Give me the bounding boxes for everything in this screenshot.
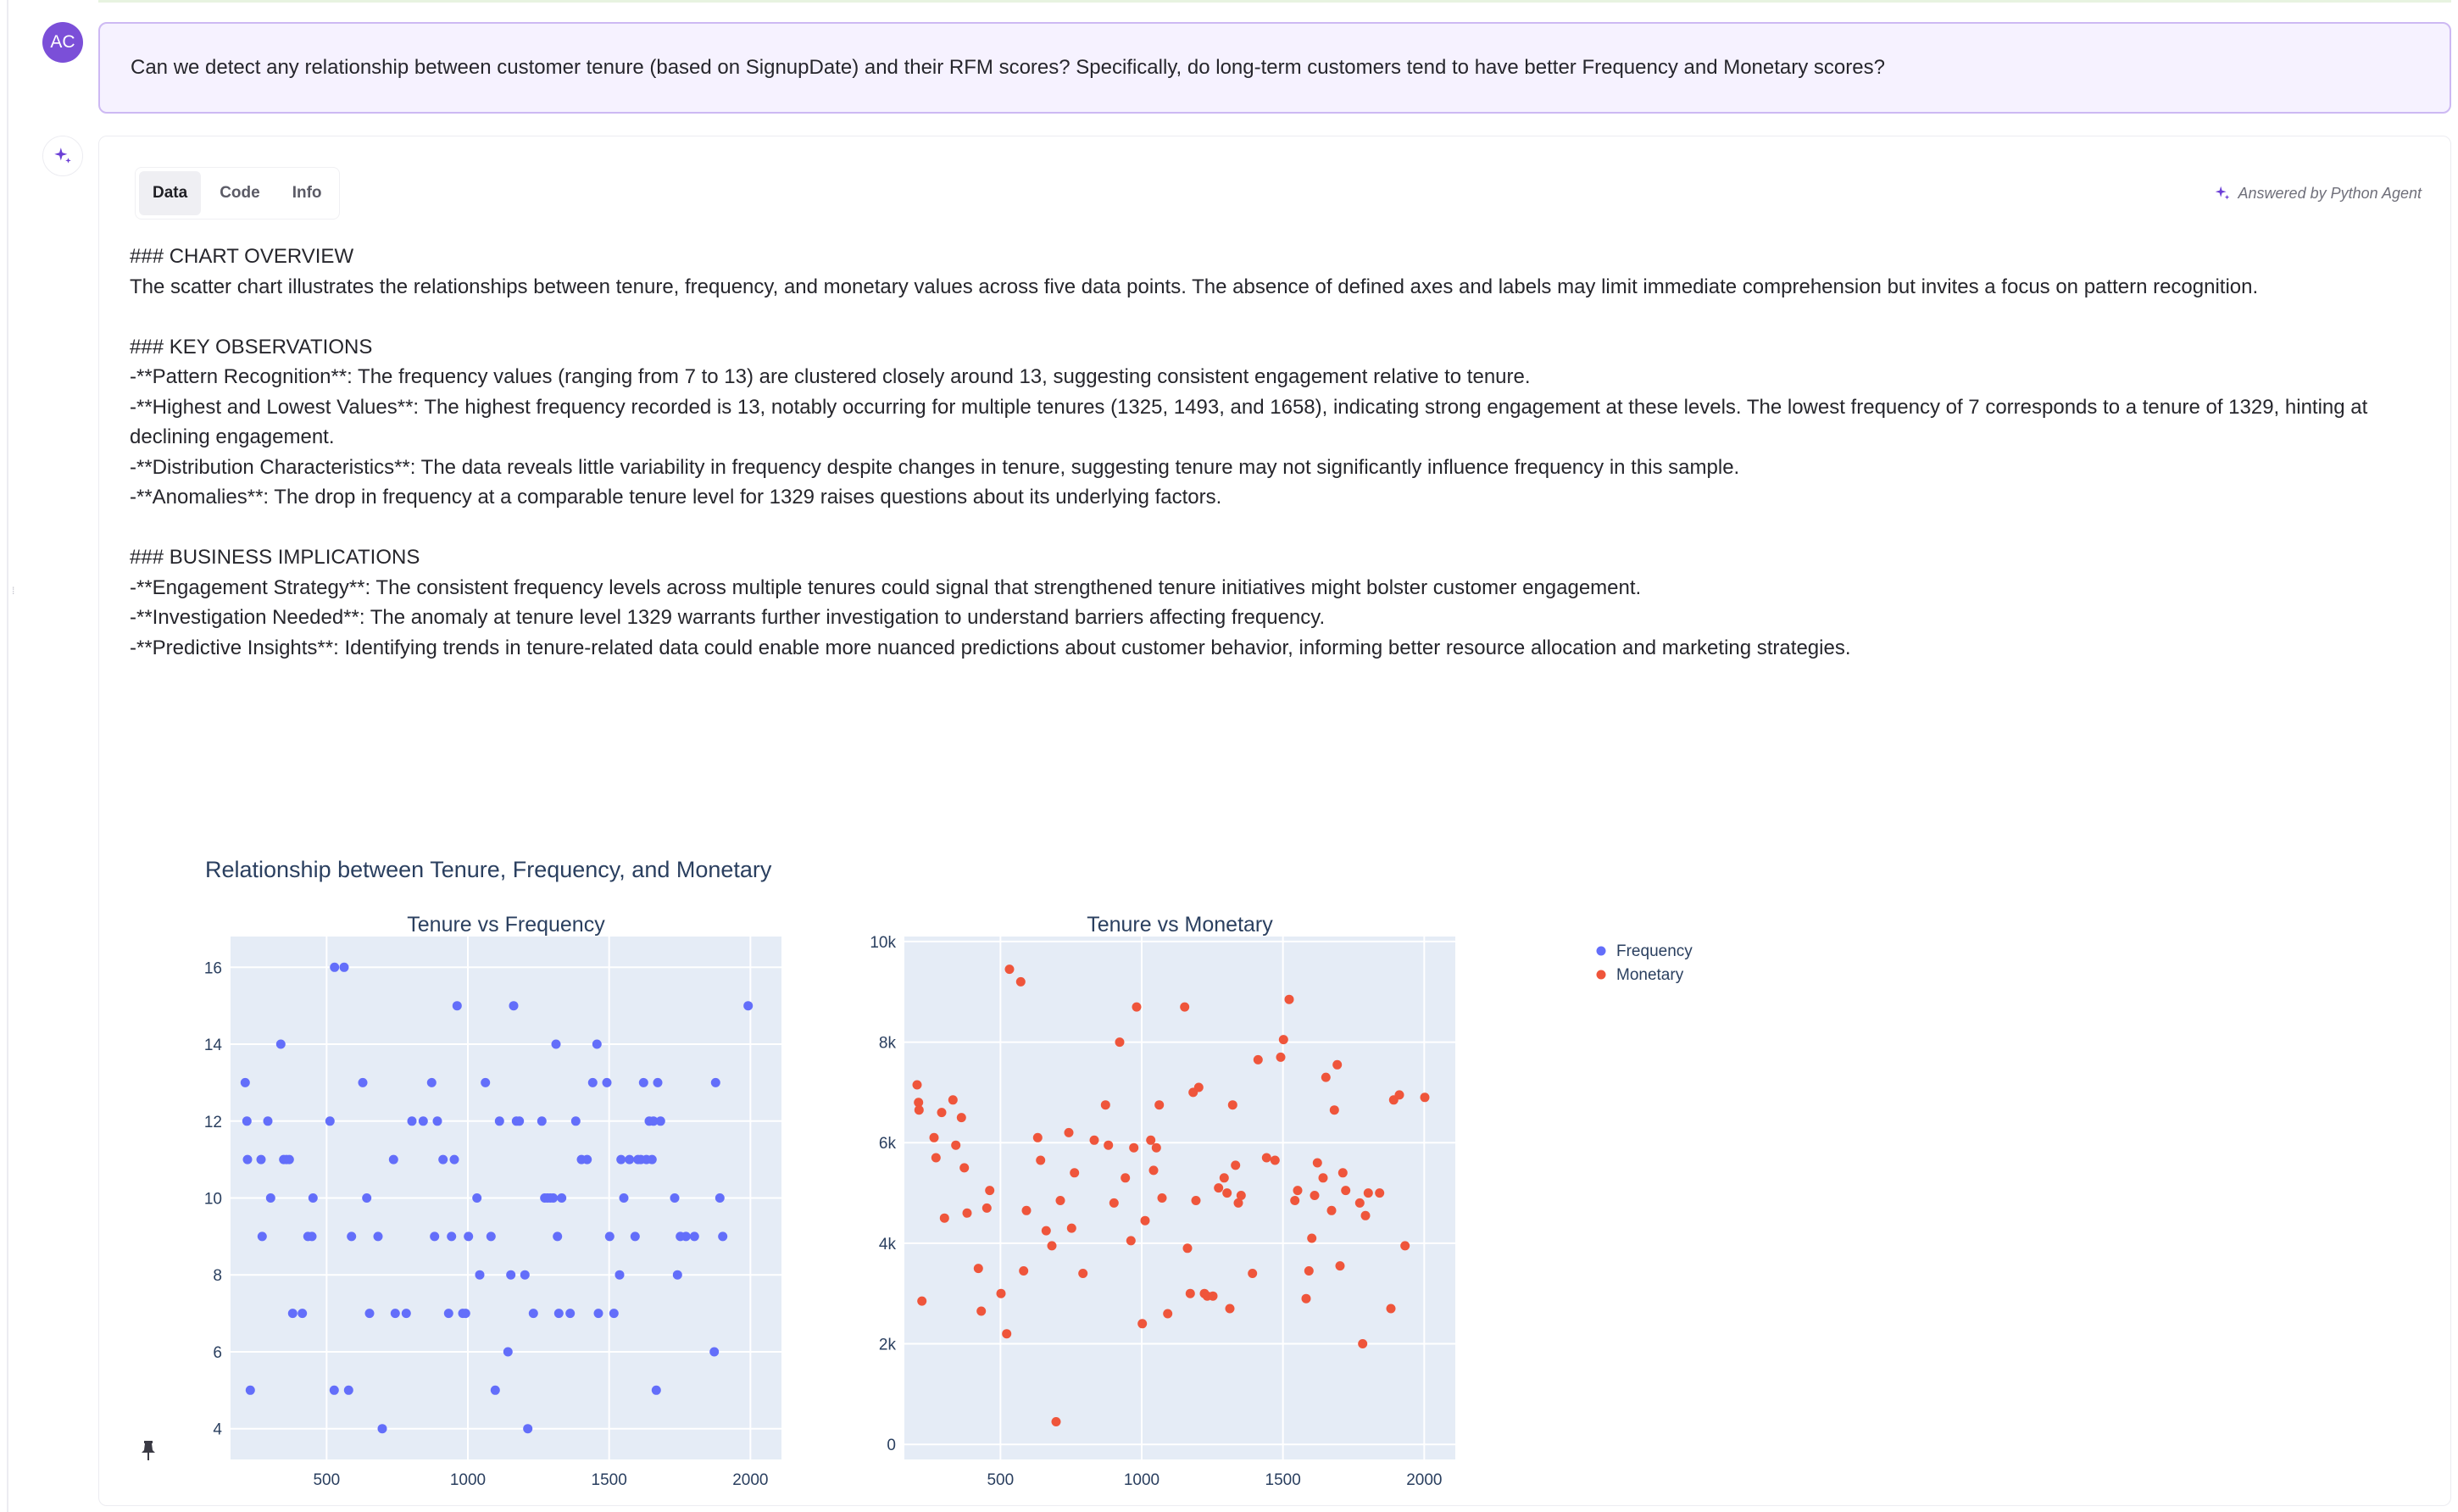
frequency-point[interactable] bbox=[243, 1155, 253, 1165]
frequency-point[interactable] bbox=[464, 1231, 473, 1241]
legend-marker bbox=[1597, 947, 1606, 956]
chart-title: Relationship between Tenure, Frequency, and Monetary bbox=[205, 857, 772, 882]
monetary-point[interactable] bbox=[1338, 1168, 1348, 1177]
frequency-point[interactable] bbox=[427, 1078, 437, 1087]
y-tick-label: 6k bbox=[878, 1135, 896, 1153]
monetary-point[interactable] bbox=[1070, 1168, 1079, 1177]
monetary-point[interactable] bbox=[1307, 1234, 1316, 1243]
monetary-point[interactable] bbox=[931, 1153, 941, 1163]
monetary-point[interactable] bbox=[1048, 1241, 1057, 1250]
monetary-point[interactable] bbox=[1042, 1226, 1051, 1236]
monetary-point[interactable] bbox=[1101, 1100, 1110, 1109]
y-tick-label: 8k bbox=[878, 1034, 896, 1053]
frequency-point[interactable] bbox=[653, 1078, 663, 1087]
monetary-point[interactable] bbox=[1387, 1304, 1396, 1314]
frequency-point[interactable] bbox=[537, 1116, 547, 1126]
monetary-point[interactable] bbox=[1336, 1261, 1345, 1270]
monetary-point[interactable] bbox=[1078, 1269, 1087, 1278]
frequency-point[interactable] bbox=[340, 963, 349, 972]
monetary-point[interactable] bbox=[1237, 1191, 1246, 1200]
monetary-point[interactable] bbox=[1293, 1186, 1303, 1195]
legend-marker bbox=[1597, 970, 1606, 980]
x-tick-label: 1500 bbox=[1265, 1471, 1301, 1489]
x-tick-label: 500 bbox=[987, 1471, 1015, 1489]
frequency-point[interactable] bbox=[620, 1193, 629, 1203]
tab-info[interactable]: Info bbox=[292, 184, 322, 202]
monetary-point[interactable] bbox=[1332, 1060, 1342, 1070]
y-tick-label: 10 bbox=[203, 1190, 222, 1209]
monetary-point[interactable] bbox=[1067, 1224, 1076, 1233]
frequency-point[interactable] bbox=[309, 1193, 318, 1203]
tab-code[interactable]: Code bbox=[220, 184, 260, 202]
monetary-point[interactable] bbox=[1022, 1206, 1032, 1215]
frequency-point[interactable] bbox=[670, 1193, 680, 1203]
implications-heading: ### BUSINESS IMPLICATIONS bbox=[130, 546, 420, 569]
monetary-point[interactable] bbox=[1355, 1198, 1365, 1208]
monetary-point[interactable] bbox=[930, 1133, 939, 1142]
frequency-point[interactable] bbox=[408, 1116, 417, 1126]
monetary-point[interactable] bbox=[1065, 1128, 1074, 1137]
monetary-point[interactable] bbox=[1036, 1156, 1045, 1165]
sparkle-icon bbox=[52, 145, 74, 167]
monetary-point[interactable] bbox=[1285, 995, 1294, 1004]
y-tick-label: 4k bbox=[878, 1235, 896, 1254]
frequency-point[interactable] bbox=[529, 1309, 538, 1318]
monetary-point[interactable] bbox=[1052, 1417, 1061, 1426]
y-tick-label: 4 bbox=[213, 1420, 222, 1439]
monetary-point[interactable] bbox=[957, 1113, 966, 1122]
y-tick-label: 8 bbox=[213, 1267, 222, 1286]
assistant-avatar bbox=[42, 136, 83, 176]
sparkle-icon bbox=[2213, 184, 2232, 203]
pin-icon[interactable] bbox=[138, 1438, 158, 1464]
frequency-point[interactable] bbox=[419, 1116, 428, 1126]
implication-item: -**Engagement Strategy**: The consistent frequency levels across multiple tenures could signal that strengthened tenure initiatives might bolster customer engagement. bbox=[130, 575, 1642, 599]
frequency-point[interactable] bbox=[487, 1231, 496, 1241]
frequency-point[interactable] bbox=[378, 1424, 387, 1433]
y-tick-label: 14 bbox=[203, 1037, 222, 1055]
monetary-point[interactable] bbox=[1192, 1196, 1201, 1205]
left-resize-rail[interactable] bbox=[7, 0, 8, 1512]
monetary-point[interactable] bbox=[985, 1186, 994, 1195]
frequency-point[interactable] bbox=[715, 1193, 725, 1203]
chart-legend[interactable] bbox=[1597, 942, 1693, 984]
frequency-point[interactable] bbox=[503, 1348, 513, 1357]
monetary-point[interactable] bbox=[1005, 964, 1015, 974]
monetary-point[interactable] bbox=[1361, 1211, 1371, 1220]
frequency-point[interactable] bbox=[523, 1424, 532, 1433]
frequency-point[interactable] bbox=[520, 1270, 530, 1280]
observation-item: -**Highest and Lowest Values**: The highest frequency recorded is 13, notably occurring for multiple tenures (1325, 1493, and 1658), indicating strong engagement at these levels. The lowest frequency of 7 corresponds to a tenure of 1329, hinting at bbox=[130, 395, 2368, 419]
monetary-point[interactable] bbox=[940, 1214, 949, 1223]
frequency-point[interactable] bbox=[242, 1116, 252, 1126]
frequency-point[interactable] bbox=[718, 1231, 727, 1241]
monetary-point[interactable] bbox=[937, 1108, 947, 1117]
monetary-point[interactable] bbox=[1304, 1266, 1314, 1276]
monetary-point[interactable] bbox=[1129, 1143, 1138, 1153]
y-tick-label: 16 bbox=[203, 959, 222, 978]
implication-item: -**Investigation Needed**: The anomaly at tenure level 1329 warrants further investigation to understand barriers affecting frequency. bbox=[130, 606, 1326, 629]
frequency-point[interactable] bbox=[450, 1155, 459, 1165]
frequency-point[interactable] bbox=[554, 1309, 564, 1318]
scatter-chart-figure[interactable] bbox=[99, 831, 1794, 1509]
monetary-point[interactable] bbox=[1180, 1003, 1189, 1012]
monetary-point[interactable] bbox=[1276, 1053, 1286, 1062]
observation-item-continued: declining engagement. bbox=[130, 425, 335, 448]
result-tabs bbox=[135, 167, 340, 220]
frequency-point[interactable] bbox=[609, 1309, 619, 1318]
monetary-point[interactable] bbox=[1149, 1165, 1159, 1175]
frequency-point[interactable] bbox=[681, 1231, 691, 1241]
frequency-point[interactable] bbox=[631, 1231, 640, 1241]
frequency-point[interactable] bbox=[506, 1270, 515, 1280]
frequency-point[interactable] bbox=[359, 1078, 368, 1087]
monetary-point[interactable] bbox=[1310, 1191, 1320, 1200]
monetary-point[interactable] bbox=[1220, 1173, 1229, 1182]
monetary-point[interactable] bbox=[1254, 1055, 1263, 1065]
monetary-point[interactable] bbox=[1313, 1159, 1322, 1168]
monetary-point[interactable] bbox=[1141, 1216, 1150, 1226]
answered-by-text: Answered by Python Agent bbox=[2238, 184, 2422, 202]
y-tick-label: 10k bbox=[870, 933, 896, 952]
monetary-point[interactable] bbox=[1132, 1003, 1142, 1012]
frequency-point[interactable] bbox=[453, 1001, 462, 1010]
frequency-point[interactable] bbox=[472, 1193, 481, 1203]
frequency-point[interactable] bbox=[639, 1078, 648, 1087]
frequency-point[interactable] bbox=[656, 1116, 665, 1126]
monetary-point[interactable] bbox=[1400, 1241, 1410, 1250]
monetary-point[interactable] bbox=[1186, 1289, 1195, 1298]
frequency-point[interactable] bbox=[605, 1231, 614, 1241]
frequency-point[interactable] bbox=[557, 1193, 566, 1203]
frequency-point[interactable] bbox=[308, 1231, 317, 1241]
monetary-point[interactable] bbox=[1341, 1186, 1350, 1195]
monetary-point[interactable] bbox=[1214, 1183, 1223, 1192]
monetary-point[interactable] bbox=[1222, 1188, 1232, 1198]
monetary-point[interactable] bbox=[1126, 1236, 1136, 1245]
monetary-point[interactable] bbox=[1183, 1243, 1193, 1253]
monetary-point[interactable] bbox=[1152, 1143, 1161, 1153]
monetary-point[interactable] bbox=[1228, 1100, 1237, 1109]
implication-item: -**Predictive Insights**: Identifying trends in tenure-related data could enable more nuanced predictions about customer behavior, informing better resource allocation and marketing strategies. bbox=[130, 636, 1851, 659]
frequency-point[interactable] bbox=[571, 1116, 581, 1126]
frequency-point[interactable] bbox=[330, 963, 339, 972]
subplot-title: Tenure vs Monetary bbox=[1087, 913, 1273, 937]
resize-handle-icon[interactable]: ⁞ bbox=[12, 585, 15, 597]
monetary-point[interactable] bbox=[982, 1203, 992, 1213]
monetary-point[interactable] bbox=[1090, 1136, 1099, 1145]
frequency-point[interactable] bbox=[266, 1193, 275, 1203]
monetary-point[interactable] bbox=[1421, 1092, 1430, 1102]
monetary-point[interactable] bbox=[1375, 1188, 1384, 1198]
monetary-point[interactable] bbox=[1279, 1035, 1288, 1044]
frequency-point[interactable] bbox=[592, 1040, 602, 1049]
frequency-point[interactable] bbox=[481, 1078, 490, 1087]
monetary-point[interactable] bbox=[1002, 1329, 1011, 1338]
frequency-point[interactable] bbox=[603, 1078, 612, 1087]
monetary-point[interactable] bbox=[1327, 1206, 1337, 1215]
frequency-point[interactable] bbox=[491, 1386, 500, 1395]
monetary-point[interactable] bbox=[915, 1105, 924, 1115]
monetary-point[interactable] bbox=[1321, 1073, 1331, 1082]
frequency-point[interactable] bbox=[344, 1386, 353, 1395]
frequency-point[interactable] bbox=[616, 1155, 626, 1165]
frequency-point[interactable] bbox=[552, 1040, 561, 1049]
monetary-point[interactable] bbox=[1364, 1188, 1373, 1198]
monetary-point[interactable] bbox=[1154, 1100, 1164, 1109]
observation-item: -**Pattern Recognition**: The frequency values (ranging from 7 to 13) are clustered closely around 13, suggesting consistent engagement relative to tenure. bbox=[130, 365, 1531, 388]
frequency-point[interactable] bbox=[257, 1155, 266, 1165]
question-text: Can we detect any relationship between customer tenure (based on SignupDate) and their RFM scores? Specifically, do long-term customers tend to have better Frequency and Monetary scores? bbox=[131, 56, 1885, 79]
frequency-point[interactable] bbox=[652, 1386, 661, 1395]
monetary-point[interactable] bbox=[959, 1163, 969, 1172]
frequency-point[interactable] bbox=[625, 1155, 634, 1165]
frequency-point[interactable] bbox=[389, 1155, 398, 1165]
frequency-point[interactable] bbox=[347, 1231, 356, 1241]
frequency-point[interactable] bbox=[594, 1309, 603, 1318]
subplot-2 bbox=[870, 913, 1455, 1489]
monetary-point[interactable] bbox=[1109, 1198, 1119, 1208]
observations-heading: ### KEY OBSERVATIONS bbox=[130, 335, 373, 359]
monetary-point[interactable] bbox=[1290, 1196, 1299, 1205]
tab-data[interactable]: Data bbox=[139, 171, 201, 215]
subplot-title: Tenure vs Frequency bbox=[407, 913, 605, 937]
monetary-point[interactable] bbox=[1163, 1309, 1172, 1319]
monetary-point[interactable] bbox=[948, 1095, 958, 1104]
frequency-point[interactable] bbox=[374, 1231, 383, 1241]
monetary-point[interactable] bbox=[1137, 1319, 1147, 1328]
x-tick-label: 2000 bbox=[1406, 1471, 1443, 1489]
y-tick-label: 0 bbox=[887, 1437, 896, 1455]
frequency-point[interactable] bbox=[475, 1270, 485, 1280]
y-tick-label: 2k bbox=[878, 1336, 896, 1354]
monetary-point[interactable] bbox=[1146, 1136, 1155, 1145]
frequency-point[interactable] bbox=[276, 1040, 286, 1049]
frequency-point[interactable] bbox=[430, 1231, 439, 1241]
monetary-point[interactable] bbox=[1056, 1196, 1065, 1205]
frequency-point[interactable] bbox=[330, 1386, 339, 1395]
frequency-point[interactable] bbox=[325, 1116, 335, 1126]
frequency-point[interactable] bbox=[548, 1193, 558, 1203]
monetary-point[interactable] bbox=[1302, 1294, 1311, 1304]
frequency-point[interactable] bbox=[298, 1309, 307, 1318]
frequency-point[interactable] bbox=[365, 1309, 375, 1318]
monetary-point[interactable] bbox=[1319, 1173, 1328, 1182]
monetary-point[interactable] bbox=[1194, 1083, 1204, 1092]
monetary-point[interactable] bbox=[997, 1289, 1006, 1298]
x-tick-label: 2000 bbox=[732, 1471, 769, 1489]
observation-item: -**Anomalies**: The drop in frequency at a comparable tenure level for 1329 raises questions about its underlying factors. bbox=[130, 486, 1222, 509]
assistant-answer-card bbox=[98, 136, 2451, 1506]
frequency-point[interactable] bbox=[444, 1309, 453, 1318]
monetary-point[interactable] bbox=[1358, 1339, 1367, 1348]
frequency-point[interactable] bbox=[438, 1155, 448, 1165]
frequency-point[interactable] bbox=[514, 1116, 524, 1126]
frequency-point[interactable] bbox=[588, 1078, 598, 1087]
monetary-point[interactable] bbox=[1330, 1105, 1339, 1115]
monetary-point[interactable] bbox=[1248, 1269, 1257, 1278]
frequency-point[interactable] bbox=[264, 1116, 273, 1126]
x-tick-label: 500 bbox=[313, 1471, 341, 1489]
monetary-point[interactable] bbox=[963, 1209, 972, 1218]
frequency-point[interactable] bbox=[391, 1309, 400, 1318]
frequency-point[interactable] bbox=[582, 1155, 592, 1165]
monetary-point[interactable] bbox=[1033, 1133, 1043, 1142]
frequency-point[interactable] bbox=[258, 1231, 267, 1241]
monetary-point[interactable] bbox=[1231, 1160, 1240, 1170]
answered-by-badge bbox=[2213, 184, 2422, 203]
user-avatar: AC bbox=[42, 22, 83, 63]
legend-label[interactable]: Monetary bbox=[1616, 966, 1684, 984]
user-question-bubble bbox=[98, 22, 2451, 114]
frequency-point[interactable] bbox=[495, 1116, 504, 1126]
overview-heading: ### CHART OVERVIEW bbox=[130, 245, 354, 268]
frequency-point[interactable] bbox=[690, 1231, 699, 1241]
monetary-point[interactable] bbox=[1209, 1292, 1218, 1301]
frequency-point[interactable] bbox=[246, 1386, 255, 1395]
frequency-point[interactable] bbox=[615, 1270, 625, 1280]
monetary-point[interactable] bbox=[917, 1297, 926, 1306]
monetary-point[interactable] bbox=[1271, 1156, 1280, 1165]
overview-text: The scatter chart illustrates the relationships between tenure, frequency, and monetary values across five data points. The absence of defined axes and labels may limit immediate comprehension but invites a focus on pattern recognition. bbox=[130, 275, 2259, 298]
frequency-point[interactable] bbox=[565, 1309, 575, 1318]
x-tick-label: 1000 bbox=[449, 1471, 487, 1489]
monetary-point[interactable] bbox=[951, 1141, 960, 1150]
frequency-point[interactable] bbox=[553, 1231, 562, 1241]
frequency-point[interactable] bbox=[743, 1001, 753, 1010]
frequency-point[interactable] bbox=[461, 1309, 470, 1318]
frequency-point[interactable] bbox=[711, 1078, 720, 1087]
x-tick-label: 1500 bbox=[591, 1471, 627, 1489]
monetary-point[interactable] bbox=[1104, 1141, 1113, 1150]
frequency-point[interactable] bbox=[673, 1270, 682, 1280]
y-tick-label: 6 bbox=[213, 1343, 222, 1362]
monetary-point[interactable] bbox=[976, 1307, 986, 1316]
subplot-1 bbox=[204, 913, 781, 1489]
frequency-point[interactable] bbox=[433, 1116, 442, 1126]
monetary-point[interactable] bbox=[1395, 1090, 1404, 1099]
monetary-point[interactable] bbox=[1226, 1304, 1235, 1314]
frequency-point[interactable] bbox=[285, 1155, 294, 1165]
frequency-point[interactable] bbox=[509, 1001, 519, 1010]
top-accent-bar bbox=[98, 0, 2451, 3]
monetary-point[interactable] bbox=[974, 1264, 983, 1273]
analysis-report bbox=[130, 242, 2418, 663]
monetary-point[interactable] bbox=[1158, 1193, 1167, 1203]
frequency-point[interactable] bbox=[362, 1193, 371, 1203]
y-tick-label: 12 bbox=[203, 1113, 222, 1131]
frequency-point[interactable] bbox=[648, 1155, 657, 1165]
frequency-point[interactable] bbox=[402, 1309, 411, 1318]
monetary-point[interactable] bbox=[1121, 1173, 1130, 1182]
plot-area bbox=[904, 937, 1455, 1459]
observation-item: -**Distribution Characteristics**: The data reveals little variability in frequency despite changes in tenure, suggesting tenure may not significantly influence frequency in this sample. bbox=[130, 455, 1740, 479]
monetary-point[interactable] bbox=[913, 1081, 922, 1090]
frequency-point[interactable] bbox=[447, 1231, 456, 1241]
monetary-point[interactable] bbox=[1262, 1153, 1271, 1163]
legend-label[interactable]: Frequency bbox=[1616, 942, 1693, 960]
monetary-point[interactable] bbox=[1016, 977, 1026, 987]
x-tick-label: 1000 bbox=[1123, 1471, 1160, 1489]
monetary-point[interactable] bbox=[1115, 1037, 1125, 1047]
frequency-point[interactable] bbox=[241, 1078, 250, 1087]
frequency-point[interactable] bbox=[709, 1348, 719, 1357]
monetary-point[interactable] bbox=[1019, 1266, 1028, 1276]
frequency-point[interactable] bbox=[288, 1309, 298, 1318]
